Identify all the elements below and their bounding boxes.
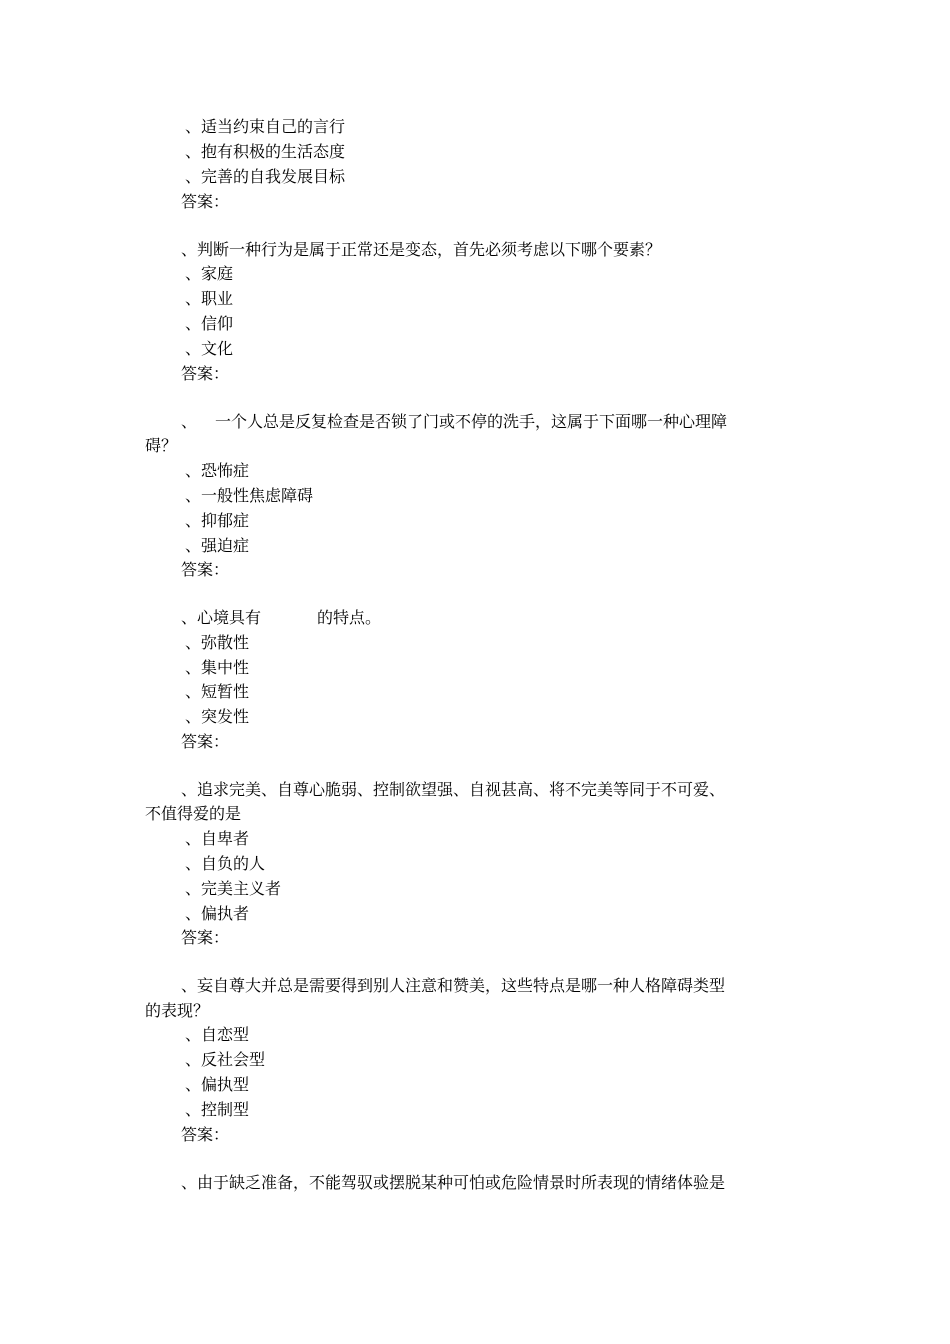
question-stem: 、妄自尊大并总是需要得到别人注意和赞美，这些特点是哪一种人格障碍类型 — [181, 976, 726, 995]
option-line: 、完善的自我发展目标 — [185, 167, 346, 186]
option-line: 、自恋型 — [185, 1025, 250, 1044]
question-stem: 、由于缺乏准备，不能驾驭或摆脱某种可怕或危险情景时所表现的情绪体验是 — [181, 1173, 726, 1192]
option-line: 、恐怖症 — [185, 461, 250, 480]
option-line: 、家庭 — [185, 264, 234, 283]
question-stem-continuation: 不值得爱的是 — [145, 804, 242, 823]
answer-label: 答案： — [181, 364, 230, 383]
stem-text-a: 、心境具有 — [181, 608, 262, 627]
answer-label: 答案： — [181, 192, 230, 211]
answer-label: 答案： — [181, 1125, 230, 1144]
question-stem-continuation: 的表现？ — [145, 1001, 210, 1020]
option-line: 、偏执型 — [185, 1075, 250, 1094]
answer-label: 答案： — [181, 560, 230, 579]
stem-prefix: 、 — [181, 412, 198, 431]
stem-text: 一个人总是反复检查是否锁了门或不停的洗手，这属于下面哪一种心理障 — [215, 412, 728, 431]
stem-text-b: 的特点。 — [317, 608, 382, 627]
option-line: 、信仰 — [185, 314, 234, 333]
option-line: 、集中性 — [185, 658, 250, 677]
option-line: 、控制型 — [185, 1100, 250, 1119]
question-stem-continuation: 碍？ — [145, 436, 178, 455]
option-line: 、弥散性 — [185, 633, 250, 652]
question-stem — [145, 409, 851, 434]
option-line: 、完美主义者 — [185, 879, 282, 898]
question-stem — [145, 605, 851, 630]
option-line: 、职业 — [185, 289, 234, 308]
answer-label: 答案： — [181, 928, 230, 947]
option-line: 、适当约束自己的言行 — [185, 117, 346, 136]
option-line: 、自负的人 — [185, 854, 266, 873]
option-line: 、自卑者 — [185, 829, 250, 848]
option-line: 、抑郁症 — [185, 511, 250, 530]
option-line: 、强迫症 — [185, 536, 250, 555]
option-line: 、突发性 — [185, 707, 250, 726]
option-line: 、一般性焦虑障碍 — [185, 486, 314, 505]
option-line: 、偏执者 — [185, 904, 250, 923]
option-line: 、文化 — [185, 339, 234, 358]
question-stem: 、判断一种行为是属于正常还是变态，首先必须考虑以下哪个要素？ — [181, 240, 662, 259]
option-line: 、短暂性 — [185, 682, 250, 701]
option-line: 、反社会型 — [185, 1050, 266, 1069]
question-stem: 、追求完美、自尊心脆弱、控制欲望强、自视甚高、将不完美等同于不可爱、 — [181, 780, 726, 799]
option-line: 、抱有积极的生活态度 — [185, 142, 346, 161]
answer-label: 答案： — [181, 732, 230, 751]
